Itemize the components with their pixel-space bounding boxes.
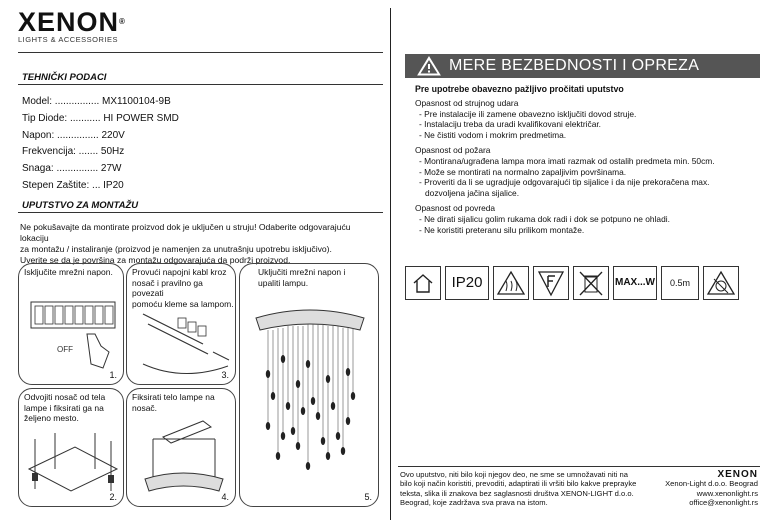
- intro-line: Ne pokušavajte da montirate proizvod dok je uključen u struju! Odaberite odgovarajuću lokaciju: [20, 222, 351, 243]
- max-watt-icon: [613, 266, 657, 300]
- safety-title: MERE BEZBEDNOSTI I OPREZA: [449, 57, 700, 74]
- step-3-line: Provući napojni kabl kroz: [132, 267, 227, 277]
- ip20-icon: [445, 266, 489, 300]
- safety-item: - Proveriti da li se ugradjuje odgovarajući tip sijalice i da nije prekoračena max.: [419, 177, 710, 188]
- footer-divider: [398, 466, 760, 467]
- step-1-number: 1.: [109, 370, 117, 380]
- breaker-illustration: [29, 294, 119, 374]
- company-website: www.xenonlight.rs: [696, 488, 758, 498]
- step-5-text: [258, 267, 345, 288]
- safety-item: - Može se montirati na normalno zapaljivim površinama.: [419, 166, 627, 177]
- safety-item: - Pre instalacije ili zamene obavezno isključiti dovod struje.: [419, 108, 637, 119]
- step-5-number: 5.: [364, 492, 372, 502]
- step-panel-3: [126, 263, 236, 385]
- safety-item: - Instalaciju treba da uradi kvalifikovani električar.: [419, 119, 602, 130]
- step-4-text: [132, 392, 215, 413]
- safety-heading-electric: Opasnost od strujnog udara: [415, 97, 519, 108]
- step-panel-4: [126, 388, 236, 507]
- wiring-illustration: [133, 304, 233, 382]
- safety-lead: Pre upotrebe obavezno pažljivo pročitati uputstvo: [415, 84, 624, 94]
- step-2-line: lampe i fiksirati ga na: [24, 402, 104, 413]
- safety-item: - Montirana/ugrađena lampa mora imati razmak od ostalih predmeta min. 50cm.: [419, 155, 715, 166]
- safety-item: - Ne dirati sijalicu golim rukama dok radi i dok se potpuno ne ohladi.: [419, 213, 670, 224]
- step-2-text: [24, 392, 105, 424]
- no-trash-bin-icon: [573, 266, 609, 300]
- spec-power: Snaga: ............... 27W: [22, 163, 122, 175]
- tech-specs: [22, 94, 179, 195]
- distance-label: 0.5m: [669, 278, 690, 288]
- intro-line: Uverite se da je površina za montažu odgovarajuća da podrži proizvod.: [20, 255, 291, 265]
- spec-voltage: Napon: ............... 220V: [22, 129, 125, 141]
- intro-line: za montažu / instaliranje (proizvod je namenjen za unutrašnju upotrebu isključivo).: [20, 244, 332, 254]
- spec-frequency: Frekvencija: ....... 50Hz: [22, 146, 125, 158]
- warning-triangle-icon: [417, 56, 441, 76]
- step-3-line: pomoću kleme sa lampom.: [132, 298, 234, 309]
- safety-item: - Ne koristiti preteranu silu prilikom montaže.: [419, 224, 585, 235]
- safety-item: dozvoljena jačina sijalice.: [425, 188, 520, 199]
- fixing-lamp-illustration: [133, 419, 233, 501]
- off-label: OFF: [57, 345, 73, 354]
- max-watt-label: MAX...W: [615, 277, 655, 288]
- step-4-number: 4.: [221, 492, 229, 502]
- company-email: office@xenonlight.rs: [689, 497, 758, 507]
- install-intro: [20, 222, 380, 266]
- install-title-rule: [18, 212, 383, 213]
- step-3-line: nosač i pravilno ga povezati: [132, 277, 203, 298]
- company-name: Xenon-Light d.o.o. Beograd: [665, 479, 758, 489]
- distance-icon: [661, 266, 699, 300]
- step-panel-1: [18, 263, 124, 385]
- safety-heading-injury: Opasnost od povreda: [415, 202, 496, 213]
- brand-tagline: LIGHTS & ACCESSORIES: [18, 35, 119, 44]
- step-2-line: Odvojiti nosač od tela: [24, 392, 106, 402]
- safety-item: - Ne čistiti vodom i mokrim predmetima.: [419, 130, 567, 141]
- chandelier-illustration: [248, 304, 372, 474]
- step-4-line: Fiksirati telo lampe na: [132, 392, 215, 402]
- mount-bracket-illustration: [25, 429, 121, 499]
- step-panel-5: [239, 263, 379, 507]
- safety-header: [405, 54, 760, 78]
- step-2-number: 2.: [109, 492, 117, 502]
- step-5-line: Uključiti mrežni napon i: [258, 267, 346, 277]
- copyright-line: Ovo uputstvo, niti bilo koji njegov deo, ne sme se umnožavati niti na: [400, 470, 628, 479]
- step-1-text: Isključite mrežni napon.: [24, 267, 113, 277]
- copyright-line: bilo koji način koristiti, prevoditi, adaptirati ili vršiti bilo kakve preprayke: [400, 479, 637, 489]
- no-halogen-icon: [703, 266, 739, 300]
- footer-logo: XENON: [717, 469, 758, 480]
- flammable-surface-icon: [533, 266, 569, 300]
- brand-logo: [18, 8, 138, 44]
- safety-body: [415, 84, 765, 235]
- copyright-notice: [400, 470, 640, 507]
- ip20-label: IP20: [451, 274, 483, 291]
- hot-surface-icon: [493, 266, 529, 300]
- safety-heading-fire: Opasnost od požara: [415, 144, 491, 155]
- column-divider: [390, 8, 391, 520]
- step-3-text: [132, 267, 235, 309]
- step-4-line: nosač.: [132, 402, 158, 413]
- step-3-number: 3.: [221, 370, 229, 380]
- step-panel-2: [18, 388, 124, 507]
- spec-diode: Tip Diode: ........... HI POWER SMD: [22, 112, 179, 124]
- registered-mark: ®: [119, 17, 126, 26]
- copyright-line: Beograd, koje zadržava sva prava na istom.: [400, 497, 548, 507]
- install-title: UPUTSTVO ZA MONTAŽU: [22, 200, 139, 211]
- step-2-line: željeno mesto.: [24, 413, 79, 423]
- tech-title: TEHNIČKI PODACI: [22, 72, 107, 83]
- brand-name: [18, 8, 138, 36]
- spec-protection: Stepen Zaštite: ... IP20: [22, 179, 124, 191]
- brand-name-text: XENON: [18, 7, 120, 37]
- tech-title-rule: [18, 84, 383, 85]
- indoor-house-icon: [405, 266, 441, 300]
- spec-model: Model: ................ MX1100104-9B: [22, 96, 171, 107]
- header-divider: [18, 52, 383, 53]
- step-5-line: upaliti lampu.: [258, 277, 309, 288]
- copyright-line: teksta, slika ili znakova bez saglasnosti društva XENON-LIGHT d.o.o.: [400, 488, 634, 498]
- company-info: [640, 470, 758, 507]
